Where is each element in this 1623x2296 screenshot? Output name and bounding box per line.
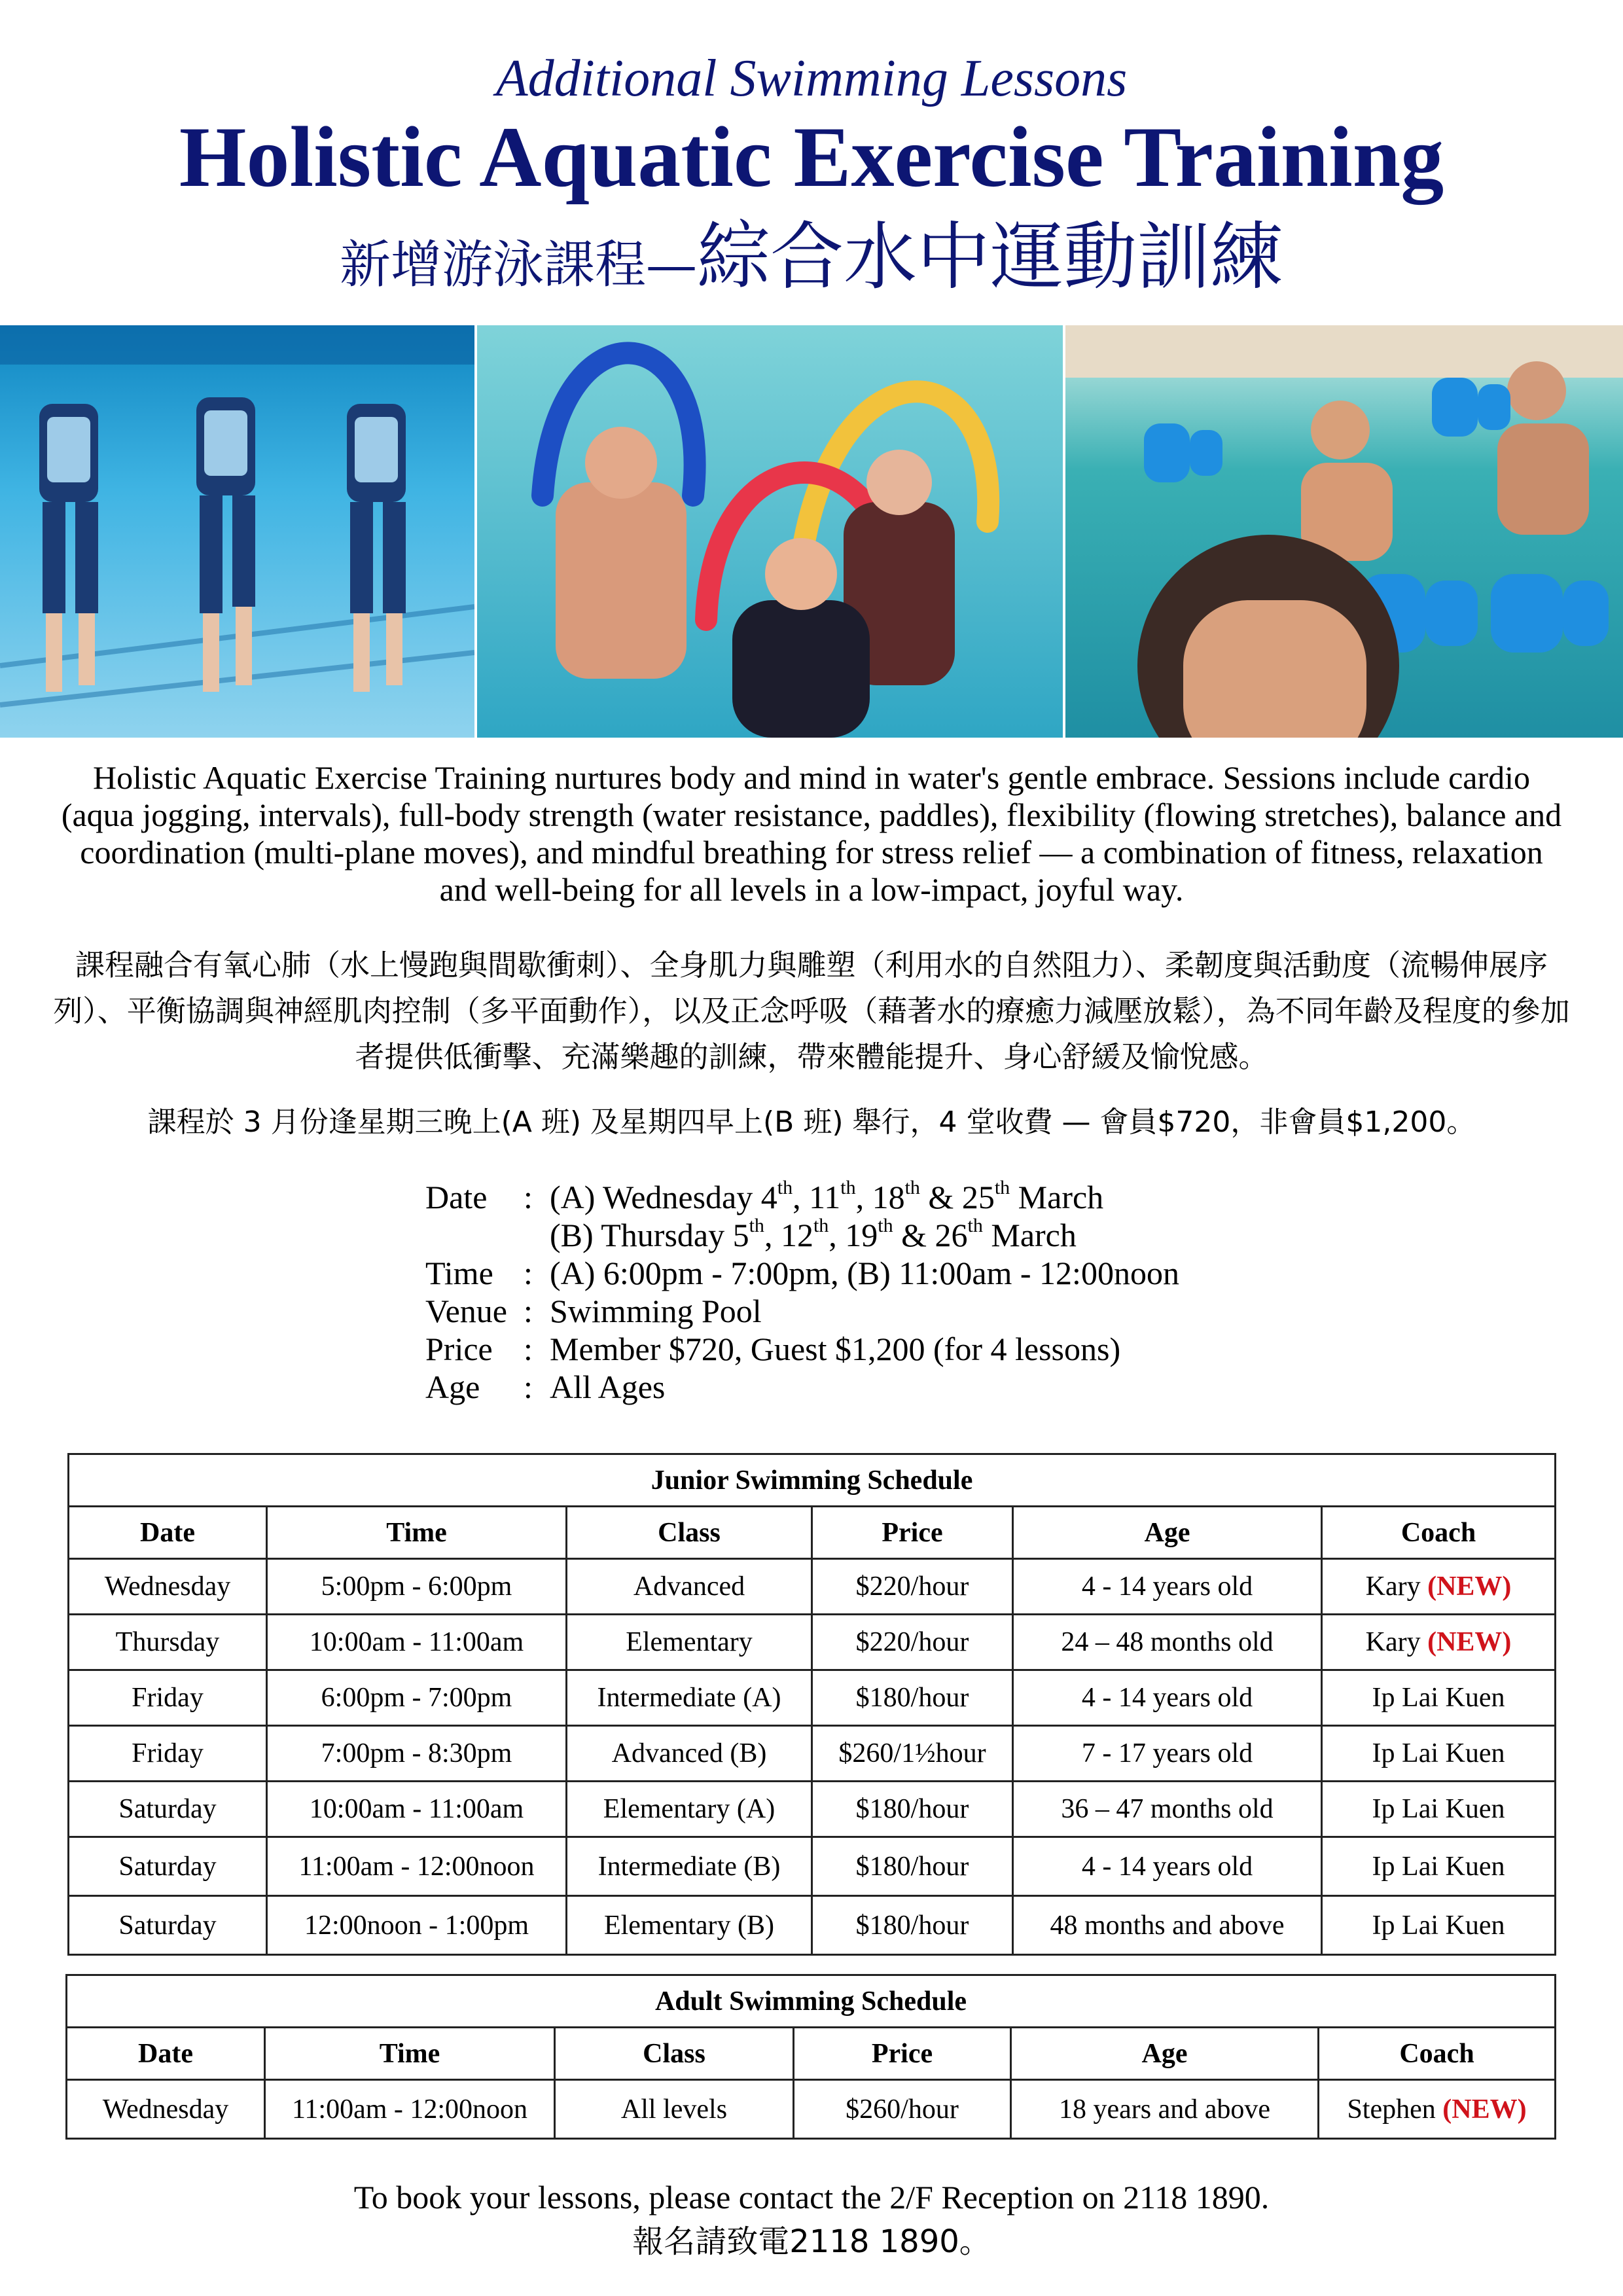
cell-class: Advanced (567, 1559, 812, 1615)
colon: : (524, 1369, 533, 1405)
cell-time: 10:00am - 11:00am (267, 1782, 567, 1837)
column-header: Class (555, 2028, 794, 2080)
cell-coach: Ip Lai Kuen (1322, 1726, 1556, 1782)
colon: : (524, 1255, 533, 1291)
table-row (67, 2080, 1556, 2139)
age-row (425, 1368, 1407, 1406)
cell-date: Saturday (69, 1837, 267, 1896)
cell-age: 24 – 48 months old (1013, 1615, 1322, 1670)
junior-schedule-table (67, 1453, 1556, 1956)
chinese-title (0, 208, 1623, 328)
cell-price: $180/hour (812, 1896, 1013, 1955)
time-row (425, 1254, 1407, 1292)
table-row (69, 1615, 1556, 1670)
cell-class: Elementary (A) (567, 1782, 812, 1837)
table-row (69, 1896, 1556, 1955)
cell-date: Friday (69, 1670, 267, 1726)
course-details (425, 1178, 1407, 1406)
column-header: Age (1013, 1507, 1322, 1559)
cell-price: $220/hour (812, 1615, 1013, 1670)
column-header: Time (267, 1507, 567, 1559)
cell-time: 12:00noon - 1:00pm (267, 1896, 567, 1955)
cell-coach: Stephen (NEW) (1319, 2080, 1556, 2139)
colon: : (524, 1293, 533, 1329)
date-row (425, 1178, 1407, 1216)
cell-price: $260/1½hour (812, 1726, 1013, 1782)
price-value: Member $720, Guest $1,200 (for 4 lessons) (550, 1331, 1121, 1367)
table-row (69, 1559, 1556, 1615)
adult-table-title: Adult Swimming Schedule (67, 1975, 1556, 2028)
cell-class: Elementary (B) (567, 1896, 812, 1955)
subtitle: Additional Swimming Lessons (495, 50, 1128, 107)
date-label: Date (425, 1179, 488, 1215)
colon: : (524, 1179, 533, 1215)
cell-time: 11:00am - 12:00noon (265, 2080, 555, 2139)
booking-contact-english: To book your lessons, please contact the 2/F Reception on 2118 1890. (353, 2179, 1270, 2215)
cell-coach: Kary (NEW) (1322, 1615, 1556, 1670)
time-label: Time (425, 1255, 493, 1291)
venue-row (425, 1292, 1407, 1330)
cell-price: $180/hour (812, 1782, 1013, 1837)
pool-noodle-class-photo (477, 325, 1063, 738)
column-header: Time (265, 2028, 555, 2080)
cell-class: Advanced (B) (567, 1726, 812, 1782)
table-row (69, 1726, 1556, 1782)
cell-price: $260/hour (794, 2080, 1011, 2139)
cell-coach: Ip Lai Kuen (1322, 1670, 1556, 1726)
cell-time: 6:00pm - 7:00pm (267, 1670, 567, 1726)
venue-label: Venue (425, 1293, 507, 1329)
cell-age: 18 years and above (1011, 2080, 1319, 2139)
adult-schedule-table (65, 1974, 1556, 2140)
aqua-dumbbell-photo (1065, 325, 1623, 738)
column-header: Coach (1319, 2028, 1556, 2080)
new-badge: (NEW) (1427, 1627, 1512, 1657)
chinese-title-prefix: 新增游泳課程— (339, 236, 697, 295)
underwater-jogging-photo (0, 325, 474, 738)
page-title: Holistic Aquatic Exercise Training (179, 109, 1444, 205)
cell-class: Intermediate (B) (567, 1837, 812, 1896)
cell-date: Thursday (69, 1615, 267, 1670)
date-a-value: (A) Wednesday 4th, 11th, 18th & 25th March (550, 1177, 1104, 1215)
junior-table-title: Junior Swimming Schedule (69, 1454, 1556, 1507)
cell-class: All levels (555, 2080, 794, 2139)
cell-class: Intermediate (A) (567, 1670, 812, 1726)
intro-english: Holistic Aquatic Exercise Training nurtures body and mind in water's gentle embrace. Sessions include cardio (aqua jogging, intervals), full-body strength (water resistance, paddles), flexibility (flowing stretches), balance and coordination (multi-plane moves), and mindful breathing for stress relief — a combination of fitness, relaxation and well-being for all levels in a low-impact, joyful way. (61, 759, 1562, 908)
price-row (425, 1330, 1407, 1368)
cell-date: Wednesday (69, 1559, 267, 1615)
cell-age: 4 - 14 years old (1013, 1559, 1322, 1615)
cell-date: Saturday (69, 1782, 267, 1837)
cell-time: 5:00pm - 6:00pm (267, 1559, 567, 1615)
price-label: Price (425, 1331, 493, 1367)
new-badge: (NEW) (1427, 1571, 1512, 1602)
cell-age: 48 months and above (1013, 1896, 1322, 1955)
column-header: Date (67, 2028, 265, 2080)
cell-coach: Ip Lai Kuen (1322, 1837, 1556, 1896)
column-header: Coach (1322, 1507, 1556, 1559)
intro-chinese: 課程融合有氧心肺（水上慢跑與間歇衝刺）、全身肌力與雕塑（利用水的自然阻力）、柔韌度與活動度（流暢伸展序列）、平衡協調與神經肌肉控制（多平面動作），以及正念呼吸（藉著水的療癒力減壓放鬆），為不同年齡及程度的參加者提供低衝擊、充滿樂趣的訓練，帶來體能提升、身心舒緩及愉悅感。 (53, 948, 1570, 1074)
new-badge: (NEW) (1442, 2094, 1527, 2125)
cell-age: 4 - 14 years old (1013, 1837, 1322, 1896)
schedule-summary-chinese: 課程於 3 月份逢星期三晚上(A 班) 及星期四早上(B 班) 舉行，4 堂收費 — 會員$720，非會員$1,200。 (147, 1105, 1476, 1139)
colon: : (524, 1331, 533, 1367)
booking-contact-chinese: 報名請致電2118 1890。 (632, 2223, 991, 2260)
cell-age: 7 - 17 years old (1013, 1726, 1322, 1782)
cell-price: $180/hour (812, 1837, 1013, 1896)
cell-time: 10:00am - 11:00am (267, 1615, 567, 1670)
cell-date: Friday (69, 1726, 267, 1782)
date-b-row (425, 1216, 1407, 1254)
cell-date: Saturday (69, 1896, 267, 1955)
cell-date: Wednesday (67, 2080, 265, 2139)
date-b-value: (B) Thursday 5th, 12th, 19th & 26th March (550, 1215, 1077, 1253)
age-label: Age (425, 1369, 480, 1405)
cell-age: 4 - 14 years old (1013, 1670, 1322, 1726)
column-header: Price (812, 1507, 1013, 1559)
cell-coach: Kary (NEW) (1322, 1559, 1556, 1615)
cell-coach: Ip Lai Kuen (1322, 1896, 1556, 1955)
cell-coach: Ip Lai Kuen (1322, 1782, 1556, 1837)
table-row (69, 1670, 1556, 1726)
cell-price: $220/hour (812, 1559, 1013, 1615)
table-row (69, 1782, 1556, 1837)
column-header: Class (567, 1507, 812, 1559)
column-header: Age (1011, 2028, 1319, 2080)
age-value: All Ages (550, 1369, 666, 1405)
chinese-title-main: 綜合水中運動訓練 (697, 215, 1283, 300)
column-header: Price (794, 2028, 1011, 2080)
cell-class: Elementary (567, 1615, 812, 1670)
time-value: (A) 6:00pm - 7:00pm, (B) 11:00am - 12:00noon (550, 1255, 1179, 1291)
table-row (69, 1837, 1556, 1896)
cell-time: 7:00pm - 8:30pm (267, 1726, 567, 1782)
column-header: Date (69, 1507, 267, 1559)
cell-age: 36 – 47 months old (1013, 1782, 1322, 1837)
venue-value: Swimming Pool (550, 1293, 762, 1329)
cell-time: 11:00am - 12:00noon (267, 1837, 567, 1896)
cell-price: $180/hour (812, 1670, 1013, 1726)
